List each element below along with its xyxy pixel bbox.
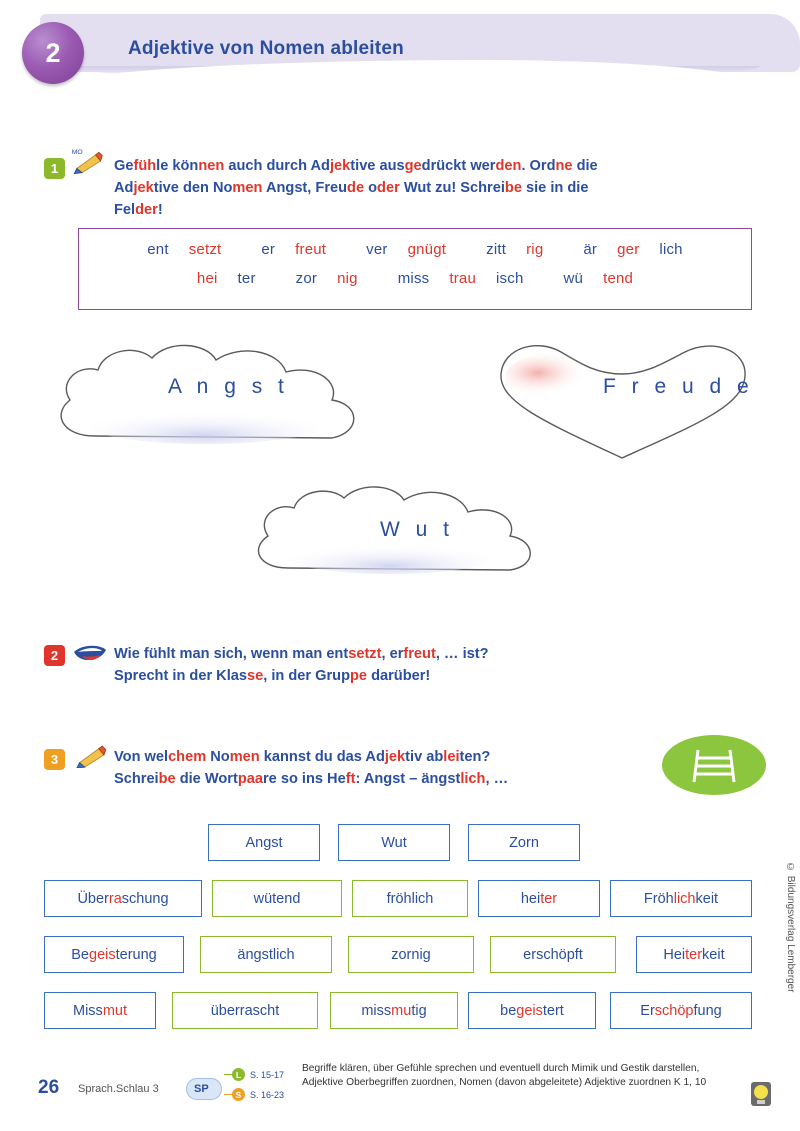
emotion-shapes-area [40, 330, 760, 610]
svg-text:MO: MO [71, 149, 83, 157]
task-2-line-1: Wie fühlt man sich, wenn man entsetzt, erfreut, … ist? [114, 646, 489, 662]
word-bank-word: miss trau isch [397, 270, 524, 287]
grid-cell-aengstlich[interactable]: ängst lich [200, 936, 332, 973]
grid-cell-erschoepft[interactable]: er schöpft [490, 936, 616, 973]
book-title: Sprach.Schlau 3 [78, 1083, 159, 1095]
page-title: Adjektive von Nomen ableiten [128, 38, 404, 59]
grid-cell-ueberraschung[interactable]: Über ra schung [44, 880, 202, 917]
pencil-icon-task3 [72, 740, 108, 768]
pencil-icon [70, 146, 104, 174]
grid-cell-froehlich[interactable]: fröh lich [352, 880, 468, 917]
word-bank-word: er freut [261, 241, 327, 258]
ref-l-text: S. 15-17 [250, 1070, 285, 1080]
task-1-line-3: Felder! [114, 202, 163, 219]
reference-sp-label: SP [194, 1083, 209, 1095]
chapter-number-badge: 2 [22, 22, 84, 84]
task-3-line-1: Von welchem Nomen kannst du das Adjektiv ableiten? [114, 749, 491, 765]
page-number: 26 [38, 1077, 60, 1098]
cloud-label-wut: W u t [380, 518, 455, 541]
ref-circle-s: S [232, 1088, 245, 1101]
word-bank-row-1 [79, 241, 751, 258]
task-number-3: 3 [44, 749, 65, 770]
task-3-text [114, 746, 714, 790]
task-1-line-1: Gefühle können auch durch Adjektive ausgedrückt werden. Ordne die [114, 158, 598, 174]
task-number-2: 2 [44, 645, 65, 666]
lightbulb-icon [748, 1078, 774, 1110]
task-3-line-2: Schreibe die Wortpaare so ins Heft: Angst – ängstlich, … [114, 771, 509, 788]
grid-cell-missmut[interactable]: Miss mut [44, 992, 156, 1029]
grid-cell-wut[interactable]: Wut [338, 824, 450, 861]
grid-cell-missmutig[interactable]: miss mu tig [330, 992, 458, 1029]
grid-cell-begeistert[interactable]: be geis tert [468, 992, 596, 1029]
word-bank-word: hei ter [196, 270, 256, 287]
task-2-line-2: Sprecht in der Klasse, in der Gruppe darüber! [114, 668, 431, 685]
heart-label-freude: F r e u d e [603, 375, 754, 398]
heart-shape-freude[interactable] [485, 330, 760, 470]
word-bank-word: ver gnügt [366, 241, 447, 258]
word-bank-word: ent setzt [147, 241, 222, 258]
grid-cell-froehlichkeit[interactable]: Fröh lich keit [610, 880, 752, 917]
grid-cell-erschoepfung[interactable]: Er schöp fung [610, 992, 752, 1029]
grid-cell-zornig[interactable]: zor nig [348, 936, 474, 973]
task-2-text [114, 643, 764, 687]
grid-cell-begeisterung[interactable]: Be geis te rung [44, 936, 184, 973]
grid-cell-zorn[interactable]: Zorn [468, 824, 580, 861]
grid-cell-wuetend[interactable]: wü tend [212, 880, 342, 917]
word-bank-box [78, 228, 752, 310]
publisher-credit: © Bildungsverlag Lemberger [785, 862, 796, 993]
task-1-text [114, 155, 764, 222]
grid-cell-angst[interactable]: Angst [208, 824, 320, 861]
grid-cell-ueberrascht[interactable]: über rascht [172, 992, 318, 1029]
cloud-label-angst: A n g s t [168, 375, 289, 398]
word-bank-word: zitt rig [486, 241, 544, 258]
grid-cell-heiter[interactable]: hei ter [478, 880, 600, 917]
grid-cell-heiterkeit[interactable]: Hei ter keit [636, 936, 752, 973]
cloud-shape-angst[interactable] [40, 338, 430, 468]
ref-circle-l: L [232, 1068, 245, 1081]
ref-s-text: S. 16-23 [250, 1090, 285, 1100]
task-1-line-2: Adjektive den Nomen Angst, Freude oder Wut zu! Schreibe sie in die [114, 180, 589, 197]
page-header [0, 0, 800, 108]
ladder-icon [660, 730, 768, 800]
word-bank-word: wü tend [563, 270, 634, 287]
footer-note: Begriffe klären, über Gefühle sprechen und eventuell durch Mimik und Gestik darstellen, Adjektive Oberbegriffen zuordnen, Nomen (davon abgeleitete) Adjektive zuordnen K 1, 10 [302, 1063, 707, 1088]
word-bank-row-2 [79, 270, 751, 287]
mouth-speak-icon [72, 642, 108, 666]
task-number-1: 1 [44, 158, 65, 179]
word-bank-word: zor nig [295, 270, 358, 287]
word-bank-word: är ger lich [583, 241, 683, 258]
